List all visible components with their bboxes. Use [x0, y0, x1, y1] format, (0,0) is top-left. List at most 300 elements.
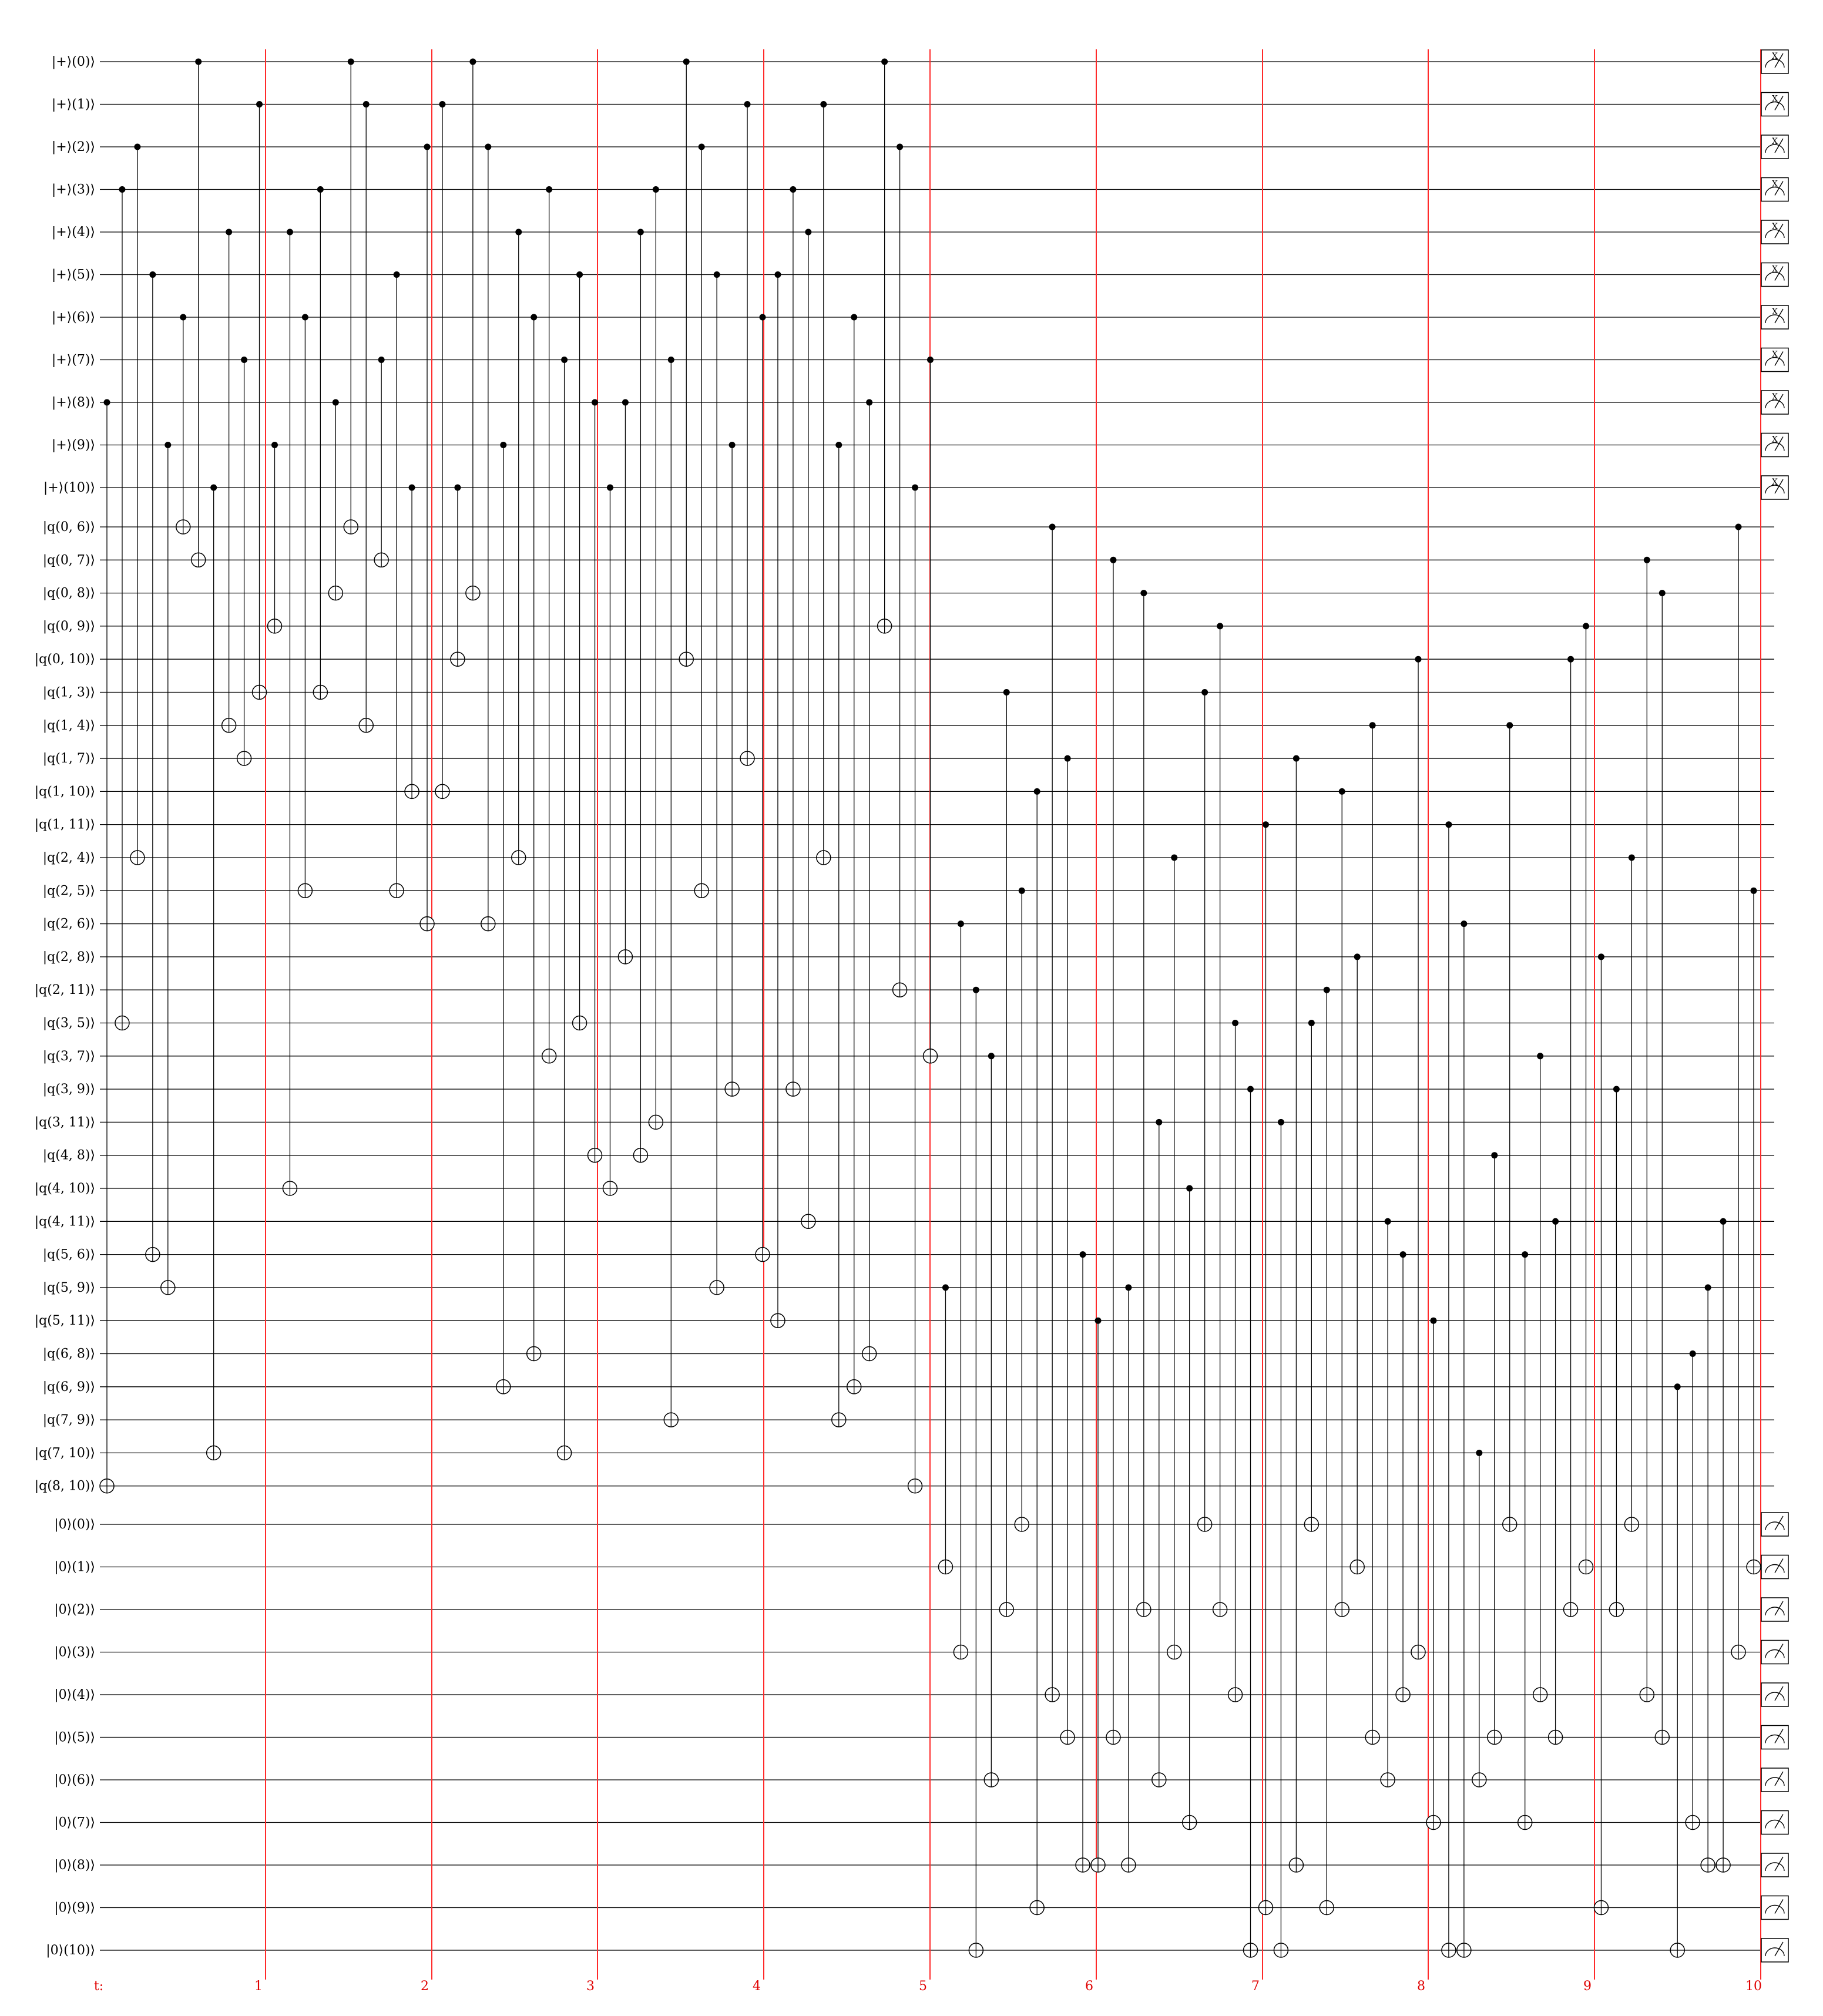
- control-dot: [1674, 1383, 1681, 1390]
- cnot-gate: [1060, 755, 1075, 1745]
- control-dot: [1567, 656, 1574, 663]
- cnot-gate: [558, 357, 572, 1460]
- cnot-gate: [603, 485, 617, 1196]
- control-dot: [271, 442, 278, 448]
- x-measurement-icon: [1761, 391, 1788, 414]
- x-basis-label: X: [1772, 350, 1778, 359]
- wire-label: |q(7, 9)⟩: [42, 1413, 95, 1428]
- control-dot: [851, 314, 857, 321]
- control-dot: [348, 59, 354, 65]
- control-dot: [1400, 1251, 1406, 1258]
- cnot-gate: [1716, 1218, 1730, 1872]
- cnot-gate: [847, 314, 861, 1394]
- control-dot: [1629, 855, 1635, 861]
- cnot-gate: [1609, 1086, 1623, 1617]
- wire-label: |q(5, 6)⟩: [42, 1247, 95, 1262]
- x-basis-label: X: [1772, 52, 1778, 61]
- wire-label: |q(5, 11)⟩: [34, 1313, 95, 1329]
- cnot-gate: [1747, 888, 1761, 1574]
- cnot-gate: [1731, 524, 1745, 1659]
- control-dot: [1461, 920, 1467, 927]
- cnot-gate: [938, 1284, 952, 1574]
- wire-label: |q(3, 5)⟩: [42, 1016, 95, 1031]
- wire-label: |+⟩(4)⟩: [51, 225, 95, 240]
- wire-label: |+⟩(0)⟩: [51, 55, 95, 69]
- control-dot: [454, 485, 461, 491]
- cnot-gate: [908, 485, 922, 1493]
- wire-label: |q(4, 10)⟩: [34, 1181, 95, 1196]
- control-dot: [820, 101, 827, 107]
- wire-label: |q(5, 9)⟩: [42, 1280, 95, 1295]
- control-dot: [592, 399, 598, 406]
- cnot-gate: [222, 229, 236, 733]
- cnot-gate: [390, 271, 404, 898]
- cnot-gate: [1167, 855, 1181, 1659]
- control-dot: [1385, 1218, 1391, 1225]
- wire-label: |0⟩(5)⟩: [54, 1730, 95, 1745]
- meter-box: [1761, 1853, 1788, 1877]
- control-dot: [1049, 524, 1056, 530]
- control-dot: [1217, 623, 1223, 629]
- control-dot: [714, 271, 720, 278]
- cnot-gate: [451, 485, 465, 667]
- cnot-gate: [771, 271, 785, 1328]
- cnot-gate: [1533, 1053, 1547, 1702]
- control-dot: [1324, 987, 1330, 993]
- cnot-gate: [1244, 1086, 1258, 1957]
- measurement-icon: [1761, 1938, 1788, 1962]
- measurement-icon: [1761, 1811, 1788, 1834]
- cnot-gate: [130, 144, 145, 865]
- wire-label: |q(2, 4)⟩: [42, 851, 95, 865]
- control-dot: [164, 442, 171, 448]
- control-dot: [1537, 1053, 1543, 1059]
- cnot-gate: [359, 101, 373, 733]
- x-measurement-icon: [1761, 135, 1788, 159]
- cnot-gate: [1472, 1450, 1486, 1787]
- control-dot: [958, 920, 964, 927]
- control-dot: [119, 186, 125, 193]
- cnot-gate: [1258, 821, 1273, 1914]
- wire-label: |+⟩(7)⟩: [51, 352, 95, 368]
- cnot-gate: [283, 229, 297, 1196]
- cnot-gate: [1335, 788, 1349, 1617]
- cnot-gate: [1518, 1251, 1532, 1829]
- cnot-gate: [1365, 722, 1379, 1744]
- control-dot: [378, 357, 385, 363]
- control-dot: [1705, 1284, 1711, 1291]
- measurement-icon: [1761, 1641, 1788, 1664]
- cnot-gate: [344, 59, 358, 535]
- wire-label: |q(0, 10)⟩: [34, 652, 95, 667]
- control-dot: [226, 229, 232, 236]
- cnot-gate: [512, 229, 526, 865]
- cnot-gate: [1045, 524, 1059, 1702]
- wire-label: |0⟩(3)⟩: [54, 1645, 95, 1660]
- control-dot: [1659, 590, 1666, 596]
- cnot-gate: [710, 271, 724, 1295]
- cnot-gate: [1488, 1152, 1502, 1744]
- wire-label: |0⟩(10)⟩: [46, 1943, 95, 1958]
- control-dot: [576, 271, 583, 278]
- x-measurement-icon: [1761, 348, 1788, 372]
- control-dot: [760, 314, 766, 321]
- wire-label: |q(3, 11)⟩: [34, 1115, 95, 1130]
- time-axis: [94, 1979, 1762, 1994]
- cnot-gate: [893, 144, 907, 997]
- wire-label: |q(4, 11)⟩: [34, 1214, 95, 1229]
- control-dot: [1293, 755, 1300, 762]
- measurement-icon: [1761, 1513, 1788, 1536]
- meter-box: [1761, 1598, 1788, 1621]
- control-dot: [1445, 821, 1452, 828]
- measurement-icon: [1761, 1853, 1788, 1877]
- control-dot: [256, 101, 263, 107]
- control-dot: [866, 399, 872, 406]
- measurements: [1761, 50, 1788, 1962]
- cnot-gate: [1655, 590, 1669, 1744]
- time-step-label: 1: [254, 1979, 263, 1994]
- control-dot: [1095, 1318, 1101, 1324]
- x-basis-label: X: [1772, 392, 1778, 402]
- time-step-label: 6: [1085, 1979, 1093, 1994]
- cnot-gate: [999, 689, 1013, 1617]
- wire-label: |q(0, 9)⟩: [42, 619, 95, 634]
- control-dot: [1430, 1318, 1436, 1324]
- control-dot: [881, 59, 888, 65]
- wire-label: |q(6, 8)⟩: [42, 1346, 95, 1362]
- control-dot: [1201, 689, 1208, 695]
- cnot-gate: [466, 59, 480, 600]
- measurement-icon: [1761, 1896, 1788, 1920]
- cnot-gate: [786, 186, 800, 1096]
- cnot-gate: [954, 920, 968, 1659]
- time-step-label: 10: [1745, 1979, 1762, 1994]
- x-basis-label: X: [1772, 435, 1778, 445]
- cnot-gate: [328, 399, 343, 600]
- wire-label: |q(2, 11)⟩: [34, 983, 95, 998]
- control-dot: [195, 59, 202, 65]
- x-measurement-icon: [1761, 305, 1788, 329]
- control-dot: [180, 314, 186, 321]
- control-dot: [485, 144, 491, 150]
- control-dot: [699, 144, 705, 150]
- wire-label: |q(2, 6)⟩: [42, 916, 95, 932]
- control-dot: [912, 485, 918, 491]
- cnot-gate: [100, 399, 114, 1493]
- control-dot: [363, 101, 370, 107]
- control-dot: [1354, 953, 1361, 960]
- wire-label: |+⟩(8)⟩: [51, 395, 95, 410]
- cnot-gate: [1381, 1218, 1395, 1787]
- cnot-gate: [1320, 987, 1334, 1915]
- control-dot: [942, 1284, 949, 1291]
- cnot-gate: [862, 399, 877, 1361]
- control-dot: [394, 271, 400, 278]
- wire-label: |+⟩(1)⟩: [51, 97, 95, 112]
- cnot-gate: [1396, 1251, 1410, 1702]
- control-dot: [134, 144, 140, 150]
- cnot-gate: [405, 485, 419, 799]
- cnot-gate: [253, 101, 267, 700]
- cnot-gate: [1686, 1350, 1700, 1830]
- cnot-gate: [1594, 953, 1608, 1914]
- wire-label: |0⟩(0)⟩: [54, 1517, 95, 1532]
- control-dot: [561, 357, 568, 363]
- cnot-gate: [832, 442, 846, 1427]
- wire-label: |q(0, 7)⟩: [42, 553, 95, 568]
- control-dot: [805, 229, 811, 236]
- control-dot: [1690, 1350, 1696, 1357]
- control-dot: [1247, 1086, 1254, 1093]
- cnot-gate: [237, 357, 251, 765]
- measurement-icon: [1761, 1683, 1788, 1706]
- wire-label: |q(1, 7)⟩: [42, 751, 95, 767]
- meter-box: [1761, 1896, 1788, 1920]
- meter-box: [1761, 1513, 1788, 1536]
- cnot-gate: [725, 442, 739, 1096]
- cnot-gate: [1091, 1318, 1105, 1872]
- control-dot: [897, 144, 903, 150]
- control-dot: [637, 229, 644, 236]
- cnot-gate: [207, 485, 221, 1460]
- wire-label: |q(3, 7)⟩: [42, 1049, 95, 1064]
- cnot-gate: [115, 186, 129, 1030]
- control-dot: [1751, 888, 1757, 894]
- control-dot: [1110, 557, 1116, 563]
- control-dot: [973, 987, 979, 993]
- control-dot: [790, 186, 796, 193]
- wire-label: |q(0, 8)⟩: [42, 586, 95, 601]
- cnot-gate: [1579, 623, 1593, 1574]
- wire-label: |q(2, 5)⟩: [42, 883, 95, 899]
- cnot-gate: [1411, 656, 1425, 1659]
- cnot-gate: [146, 271, 160, 1262]
- x-basis-label: X: [1772, 179, 1778, 189]
- control-dot: [1476, 1450, 1482, 1456]
- cnot-gate: [1350, 953, 1364, 1574]
- control-dot: [1735, 524, 1742, 530]
- wire-label: |q(3, 9)⟩: [42, 1082, 95, 1097]
- cnot-gate: [1640, 557, 1654, 1702]
- x-measurement-icon: [1761, 50, 1788, 73]
- control-dot: [333, 399, 339, 406]
- cnot-gate: [1274, 1119, 1288, 1957]
- cnot-gate: [740, 101, 754, 765]
- control-dot: [424, 144, 431, 150]
- measurement-icon: [1761, 1555, 1788, 1579]
- control-dot: [500, 442, 506, 448]
- control-dot: [1369, 722, 1376, 728]
- wire-label: |+⟩(9)⟩: [51, 438, 95, 453]
- cnot-gate: [1198, 689, 1212, 1531]
- control-dot: [729, 442, 736, 448]
- cnot-gate: [756, 314, 770, 1262]
- cnot-gate: [1549, 1218, 1563, 1745]
- control-dot: [1613, 1086, 1620, 1093]
- cnot-gate: [969, 987, 983, 1957]
- cnot-gate: [878, 59, 892, 633]
- x-basis-label: X: [1772, 137, 1778, 146]
- cnot-gate: [298, 314, 312, 898]
- cnot-gate: [1457, 920, 1471, 1957]
- control-dot: [744, 101, 751, 107]
- cnot-gate: [649, 186, 663, 1129]
- cnot-gate: [1624, 855, 1639, 1532]
- control-dot: [927, 357, 934, 363]
- control-dot: [1232, 1020, 1238, 1026]
- time-step-label: 5: [919, 1979, 927, 1994]
- meter-box: [1761, 1811, 1788, 1834]
- x-basis-label: X: [1772, 478, 1778, 487]
- time-prefix: t:: [93, 1979, 104, 1994]
- wire-label: |0⟩(1)⟩: [54, 1560, 95, 1575]
- x-measurement-icon: [1761, 220, 1788, 244]
- x-measurement-icon: [1761, 178, 1788, 201]
- x-measurement-icon: [1761, 93, 1788, 116]
- control-dot: [1186, 1185, 1193, 1192]
- time-step-label: 7: [1251, 1979, 1260, 1994]
- measurement-icon: [1761, 1768, 1788, 1792]
- control-dot: [835, 442, 842, 448]
- control-dot: [1140, 590, 1147, 596]
- cnot-gate: [313, 186, 327, 700]
- x-basis-label: X: [1772, 222, 1778, 231]
- time-step-label: 9: [1583, 1979, 1592, 1994]
- wire-label: |q(1, 4)⟩: [42, 718, 95, 733]
- cnot-gate: [573, 271, 587, 1030]
- wire-label: |q(4, 8)⟩: [42, 1148, 95, 1163]
- control-dot: [1644, 557, 1650, 563]
- cnot-gate: [1564, 656, 1578, 1617]
- time-step-label: 3: [586, 1979, 595, 1994]
- control-dot: [149, 271, 156, 278]
- cnot-gate: [588, 399, 602, 1162]
- cnot-gate: [679, 59, 693, 667]
- x-measurement-icon: [1761, 434, 1788, 457]
- control-dot: [439, 101, 445, 107]
- control-dot: [1003, 689, 1010, 695]
- time-step-label: 8: [1417, 1979, 1425, 1994]
- control-dot: [1156, 1119, 1162, 1125]
- control-dot: [1065, 755, 1071, 762]
- cnot-gate: [1015, 888, 1029, 1531]
- wire-label: |0⟩(2)⟩: [54, 1602, 95, 1617]
- meter-box: [1761, 1555, 1788, 1579]
- control-dot: [668, 357, 674, 363]
- x-basis-label: X: [1772, 94, 1778, 104]
- control-dot: [1720, 1218, 1727, 1225]
- control-dot: [317, 186, 324, 193]
- control-dot: [683, 59, 690, 65]
- control-dot: [104, 399, 110, 406]
- control-dot: [1339, 788, 1345, 795]
- cnot-gate: [527, 314, 541, 1361]
- cnot-gate: [1289, 755, 1303, 1872]
- measurement-icon: [1761, 1726, 1788, 1749]
- control-dot: [1019, 888, 1025, 894]
- x-measurement-icon: [1761, 476, 1788, 499]
- wire-label: |+⟩(6)⟩: [51, 310, 95, 325]
- time-step-label: 4: [753, 1979, 761, 1994]
- meter-box: [1761, 1938, 1788, 1962]
- wire-label: |q(1, 11)⟩: [34, 817, 95, 832]
- cnot-gate: [481, 144, 495, 931]
- wire-labels: [35, 55, 95, 1958]
- cnot-gate: [1076, 1251, 1090, 1872]
- control-dot: [1583, 623, 1589, 629]
- cnot-gate: [1442, 821, 1456, 1957]
- cnot-gate: [1213, 623, 1227, 1617]
- control-dot: [988, 1053, 995, 1059]
- wire-label: |+⟩(3)⟩: [51, 182, 95, 197]
- control-dot: [546, 186, 552, 193]
- control-dot: [1522, 1251, 1528, 1258]
- cnot-gate: [1670, 1383, 1684, 1957]
- control-dot: [1491, 1152, 1498, 1158]
- cnot-gate: [176, 314, 190, 535]
- wire-label: |q(1, 3)⟩: [42, 685, 95, 700]
- meter-box: [1761, 1683, 1788, 1706]
- cnot-gate: [1701, 1284, 1715, 1872]
- control-dot: [622, 399, 629, 406]
- control-dot: [1080, 1251, 1086, 1258]
- wire-label: |0⟩(4)⟩: [54, 1688, 95, 1702]
- cnot-gate: [664, 357, 678, 1427]
- wire-label: |0⟩(8)⟩: [54, 1858, 95, 1873]
- meter-box: [1761, 1768, 1788, 1792]
- time-step-label: 2: [421, 1979, 429, 1994]
- wire-label: |q(6, 9)⟩: [42, 1379, 95, 1395]
- cnot-gate: [633, 229, 647, 1162]
- wire-label: |q(7, 10)⟩: [34, 1446, 95, 1461]
- control-dot: [469, 59, 476, 65]
- control-dot: [1552, 1218, 1559, 1225]
- cnot-gate: [435, 101, 449, 798]
- measurement-icon: [1761, 1598, 1788, 1621]
- meter-box: [1761, 1641, 1788, 1664]
- wire-label: |q(8, 10)⟩: [34, 1479, 95, 1494]
- cnot-gate: [496, 442, 511, 1394]
- wire-label: |+⟩(10)⟩: [43, 481, 95, 495]
- cnot-gate: [542, 186, 556, 1063]
- control-dot: [1506, 722, 1513, 728]
- control-dot: [1171, 855, 1177, 861]
- control-dot: [531, 314, 537, 321]
- cnot-gate: [1106, 557, 1120, 1745]
- control-dot: [653, 186, 659, 193]
- control-dot: [1278, 1119, 1284, 1125]
- wire-label: |0⟩(9)⟩: [54, 1900, 95, 1916]
- wire-label: |0⟩(6)⟩: [54, 1773, 95, 1787]
- control-dot: [302, 314, 308, 321]
- cnot-gate: [618, 399, 632, 964]
- control-dot: [1125, 1284, 1132, 1291]
- meter-box: [1761, 1726, 1788, 1749]
- control-dot: [515, 229, 522, 236]
- control-dot: [1263, 821, 1269, 828]
- x-measurement-icon: [1761, 263, 1788, 287]
- control-dot: [287, 229, 293, 236]
- control-dot: [607, 485, 613, 491]
- cnot-gate: [817, 101, 831, 865]
- cnot-gate: [1122, 1284, 1136, 1872]
- control-dot: [409, 485, 415, 491]
- wire-label: |0⟩(7)⟩: [54, 1815, 95, 1830]
- control-dot: [1598, 953, 1604, 960]
- wire-label: |q(1, 10)⟩: [34, 784, 95, 799]
- control-dot: [210, 485, 217, 491]
